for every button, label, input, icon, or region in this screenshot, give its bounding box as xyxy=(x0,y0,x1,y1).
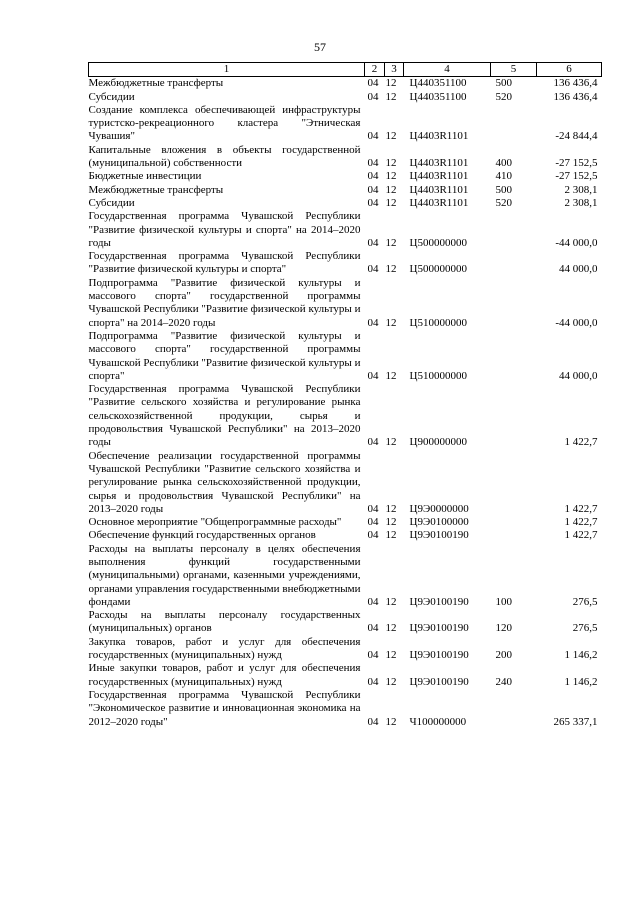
table-row xyxy=(89,91,602,104)
header-row xyxy=(89,63,602,77)
column-header: 3 xyxy=(385,63,404,77)
row-target-code: Ц4403R1101 xyxy=(409,183,469,196)
row-expense-type: 120 xyxy=(495,622,512,635)
row-expense-type: 500 xyxy=(495,77,512,90)
row-amount: 136 436,4 xyxy=(553,77,598,90)
row-section: 04 xyxy=(367,715,379,728)
column-header: 6 xyxy=(537,63,602,77)
row-amount: 1 422,7 xyxy=(564,502,598,515)
row-expense-type xyxy=(491,104,537,144)
row-expense-type: 100 xyxy=(495,595,512,608)
table-row xyxy=(89,689,602,729)
row-section: 04 xyxy=(367,316,379,329)
row-expense-type: 410 xyxy=(495,170,512,183)
row-expense-type xyxy=(491,383,537,449)
row-amount: -27 152,5 xyxy=(555,157,598,170)
row-subsection: 12 xyxy=(385,369,397,382)
row-section: 04 xyxy=(367,236,379,249)
row-amount: -27 152,5 xyxy=(555,170,598,183)
row-name: Межбюджетные трансферты xyxy=(88,183,224,196)
row-subsection: 12 xyxy=(385,316,397,329)
row-name: Межбюджетные трансферты xyxy=(88,77,224,90)
row-subsection: 12 xyxy=(385,529,397,542)
row-subsection: 12 xyxy=(385,649,397,662)
row-expense-type xyxy=(491,529,537,542)
row-expense-type: 520 xyxy=(495,90,512,103)
row-subsection: 12 xyxy=(385,622,397,635)
row-expense-type xyxy=(491,450,537,516)
row-section: 04 xyxy=(367,369,379,382)
table-row xyxy=(89,529,602,542)
row-name: Подпрограмма "Развитие физической культуры и массового спорта" государственной программы Чувашской Республики "Развитие физической культуры и спорта" на 2014–2020 годы xyxy=(88,276,361,329)
row-name: Государственная программа Чувашской Республики "Развитие физической культуры и спорта" xyxy=(88,250,361,276)
row-subsection: 12 xyxy=(385,157,397,170)
row-name: Обеспечение реализации государственной программы Чувашской Республики "Развитие сельского хозяйства и регулирование рынка сельскохозяйственной продукции, сырья и продовольствия Чувашской Республики" на 2013–2020 годы xyxy=(88,449,361,515)
table-row xyxy=(89,330,602,383)
column-header: 1 xyxy=(89,63,365,77)
row-target-code: Ц9Э0100190 xyxy=(409,529,469,542)
row-amount: -44 000,0 xyxy=(555,236,598,249)
row-target-code: Ц4403R1101 xyxy=(409,157,469,170)
row-amount: 2 308,1 xyxy=(564,196,598,209)
table-row xyxy=(89,210,602,250)
row-name: Государственная программа Чувашской Республики "Развитие сельского хозяйства и регулирование рынка сельскохозяйственной продукции, сырья и продовольствия Чувашской Республики" на 2013–2020 годы xyxy=(88,383,361,449)
row-name: Иные закупки товаров, работ и услуг для обеспечения государственных (муниципальных) нужд xyxy=(88,662,361,688)
row-section: 04 xyxy=(367,649,379,662)
row-section: 04 xyxy=(367,90,379,103)
table-row xyxy=(89,277,602,330)
row-section: 04 xyxy=(367,595,379,608)
row-section: 04 xyxy=(367,77,379,90)
row-expense-type: 520 xyxy=(495,196,512,209)
row-name: Капитальные вложения в объекты государственной (муниципальной) собственности xyxy=(88,143,361,170)
table-row xyxy=(89,170,602,183)
row-target-code: Ц900000000 xyxy=(409,436,467,449)
row-name: Субсидии xyxy=(88,90,135,103)
row-subsection: 12 xyxy=(385,183,397,196)
row-target-code: Ц510000000 xyxy=(409,369,467,382)
row-expense-type xyxy=(491,250,537,277)
row-amount: 1 146,2 xyxy=(564,649,598,662)
row-target-code: Ц4403R1101 xyxy=(409,196,469,209)
row-section: 04 xyxy=(367,436,379,449)
row-target-code: Ц9Э0100190 xyxy=(409,595,469,608)
table-row xyxy=(89,104,602,144)
row-subsection: 12 xyxy=(385,502,397,515)
row-expense-type xyxy=(491,516,537,529)
table-row xyxy=(89,636,602,663)
table-row xyxy=(89,144,602,171)
table-row xyxy=(89,197,602,210)
table-row xyxy=(89,184,602,197)
row-amount: 1 422,7 xyxy=(564,516,598,529)
row-name: Субсидии xyxy=(88,196,135,209)
row-name: Подпрограмма "Развитие физической культуры и массового спорта" государственной программы Чувашской Республики "Развитие физической культуры и спорта" xyxy=(88,329,361,382)
row-name: Государственная программа Чувашской Республики "Развитие физической культуры и спорта" на 2014–2020 годы xyxy=(88,210,361,249)
table-row xyxy=(89,609,602,636)
row-name: Основное мероприятие "Общепрограммные расходы" xyxy=(88,516,342,529)
row-amount: 1 422,7 xyxy=(564,436,598,449)
row-subsection: 12 xyxy=(385,715,397,728)
row-target-code: Ц4403R1101 xyxy=(409,130,469,143)
row-amount: 276,5 xyxy=(572,595,598,608)
table-row xyxy=(89,77,602,91)
row-name: Обеспечение функций государственных органов xyxy=(88,529,316,542)
row-section: 04 xyxy=(367,196,379,209)
row-amount: 44 000,0 xyxy=(559,263,598,276)
row-target-code: Ц9Э0100000 xyxy=(409,516,469,529)
column-header: 2 xyxy=(365,63,385,77)
row-amount: 136 436,4 xyxy=(553,90,598,103)
row-amount: 2 308,1 xyxy=(564,183,598,196)
row-section: 04 xyxy=(367,622,379,635)
row-section: 04 xyxy=(367,170,379,183)
row-target-code: Ц500000000 xyxy=(409,263,467,276)
row-section: 04 xyxy=(367,157,379,170)
row-subsection: 12 xyxy=(385,130,397,143)
row-target-code: Ц9Э0100190 xyxy=(409,622,469,635)
row-subsection: 12 xyxy=(385,263,397,276)
row-amount: -44 000,0 xyxy=(555,316,598,329)
row-section: 04 xyxy=(367,529,379,542)
table-row xyxy=(89,543,602,609)
row-section: 04 xyxy=(367,675,379,688)
row-expense-type: 500 xyxy=(495,183,512,196)
row-expense-type xyxy=(491,330,537,383)
row-name: Закупка товаров, работ и услуг для обеспечения государственных (муниципальных) нужд xyxy=(88,635,361,662)
row-name: Бюджетные инвестиции xyxy=(88,170,202,183)
row-section: 04 xyxy=(367,263,379,276)
table-row xyxy=(89,450,602,516)
row-section: 04 xyxy=(367,183,379,196)
column-header: 5 xyxy=(491,63,537,77)
row-amount: 44 000,0 xyxy=(559,369,598,382)
row-expense-type xyxy=(491,689,537,729)
row-subsection: 12 xyxy=(385,236,397,249)
row-expense-type xyxy=(491,210,537,250)
row-target-code: Ц9Э0100190 xyxy=(409,649,469,662)
row-subsection: 12 xyxy=(385,196,397,209)
column-header: 4 xyxy=(404,63,491,77)
row-target-code: Ц9Э0100190 xyxy=(409,675,469,688)
table-row xyxy=(89,250,602,277)
budget-table xyxy=(88,62,602,729)
row-section: 04 xyxy=(367,516,379,529)
row-subsection: 12 xyxy=(385,77,397,90)
row-target-code: Ч100000000 xyxy=(409,715,467,728)
row-amount: -24 844,4 xyxy=(555,130,598,143)
row-expense-type xyxy=(491,277,537,330)
row-section: 04 xyxy=(367,130,379,143)
row-section: 04 xyxy=(367,502,379,515)
table-row xyxy=(89,516,602,529)
row-name: Расходы на выплаты персоналу в целях обеспечения выполнения функций государственными (муниципальными) органами, казенными учреждениями, органами управления государственными внебюджетными фондами xyxy=(88,542,361,608)
row-expense-type: 400 xyxy=(495,157,512,170)
row-subsection: 12 xyxy=(385,675,397,688)
row-subsection: 12 xyxy=(385,436,397,449)
row-subsection: 12 xyxy=(385,595,397,608)
row-target-code: Ц500000000 xyxy=(409,236,467,249)
row-target-code: Ц4403R1101 xyxy=(409,170,469,183)
row-amount: 265 337,1 xyxy=(553,715,598,728)
row-amount: 1 422,7 xyxy=(564,529,598,542)
row-name: Создание комплекса обеспечивающей инфраструктуры туристско-рекреационного кластера "Этническая Чувашия" xyxy=(88,103,361,143)
row-amount: 276,5 xyxy=(572,622,598,635)
row-target-code: Ц9Э0000000 xyxy=(409,502,469,515)
row-target-code: Ц440351100 xyxy=(409,77,467,90)
row-subsection: 12 xyxy=(385,170,397,183)
table-row xyxy=(89,383,602,449)
row-amount: 1 146,2 xyxy=(564,675,598,688)
row-subsection: 12 xyxy=(385,516,397,529)
row-name: Государственная программа Чувашской Республики "Экономическое развитие и инновационная экономика на 2012–2020 годы" xyxy=(88,688,361,728)
row-target-code: Ц510000000 xyxy=(409,316,467,329)
row-target-code: Ц440351100 xyxy=(409,90,467,103)
page-number: 57 xyxy=(314,40,326,54)
table-row xyxy=(89,662,602,689)
row-expense-type: 200 xyxy=(495,649,512,662)
row-expense-type: 240 xyxy=(495,675,512,688)
row-subsection: 12 xyxy=(385,90,397,103)
row-name: Расходы на выплаты персоналу государственных (муниципальных) органов xyxy=(88,609,361,635)
